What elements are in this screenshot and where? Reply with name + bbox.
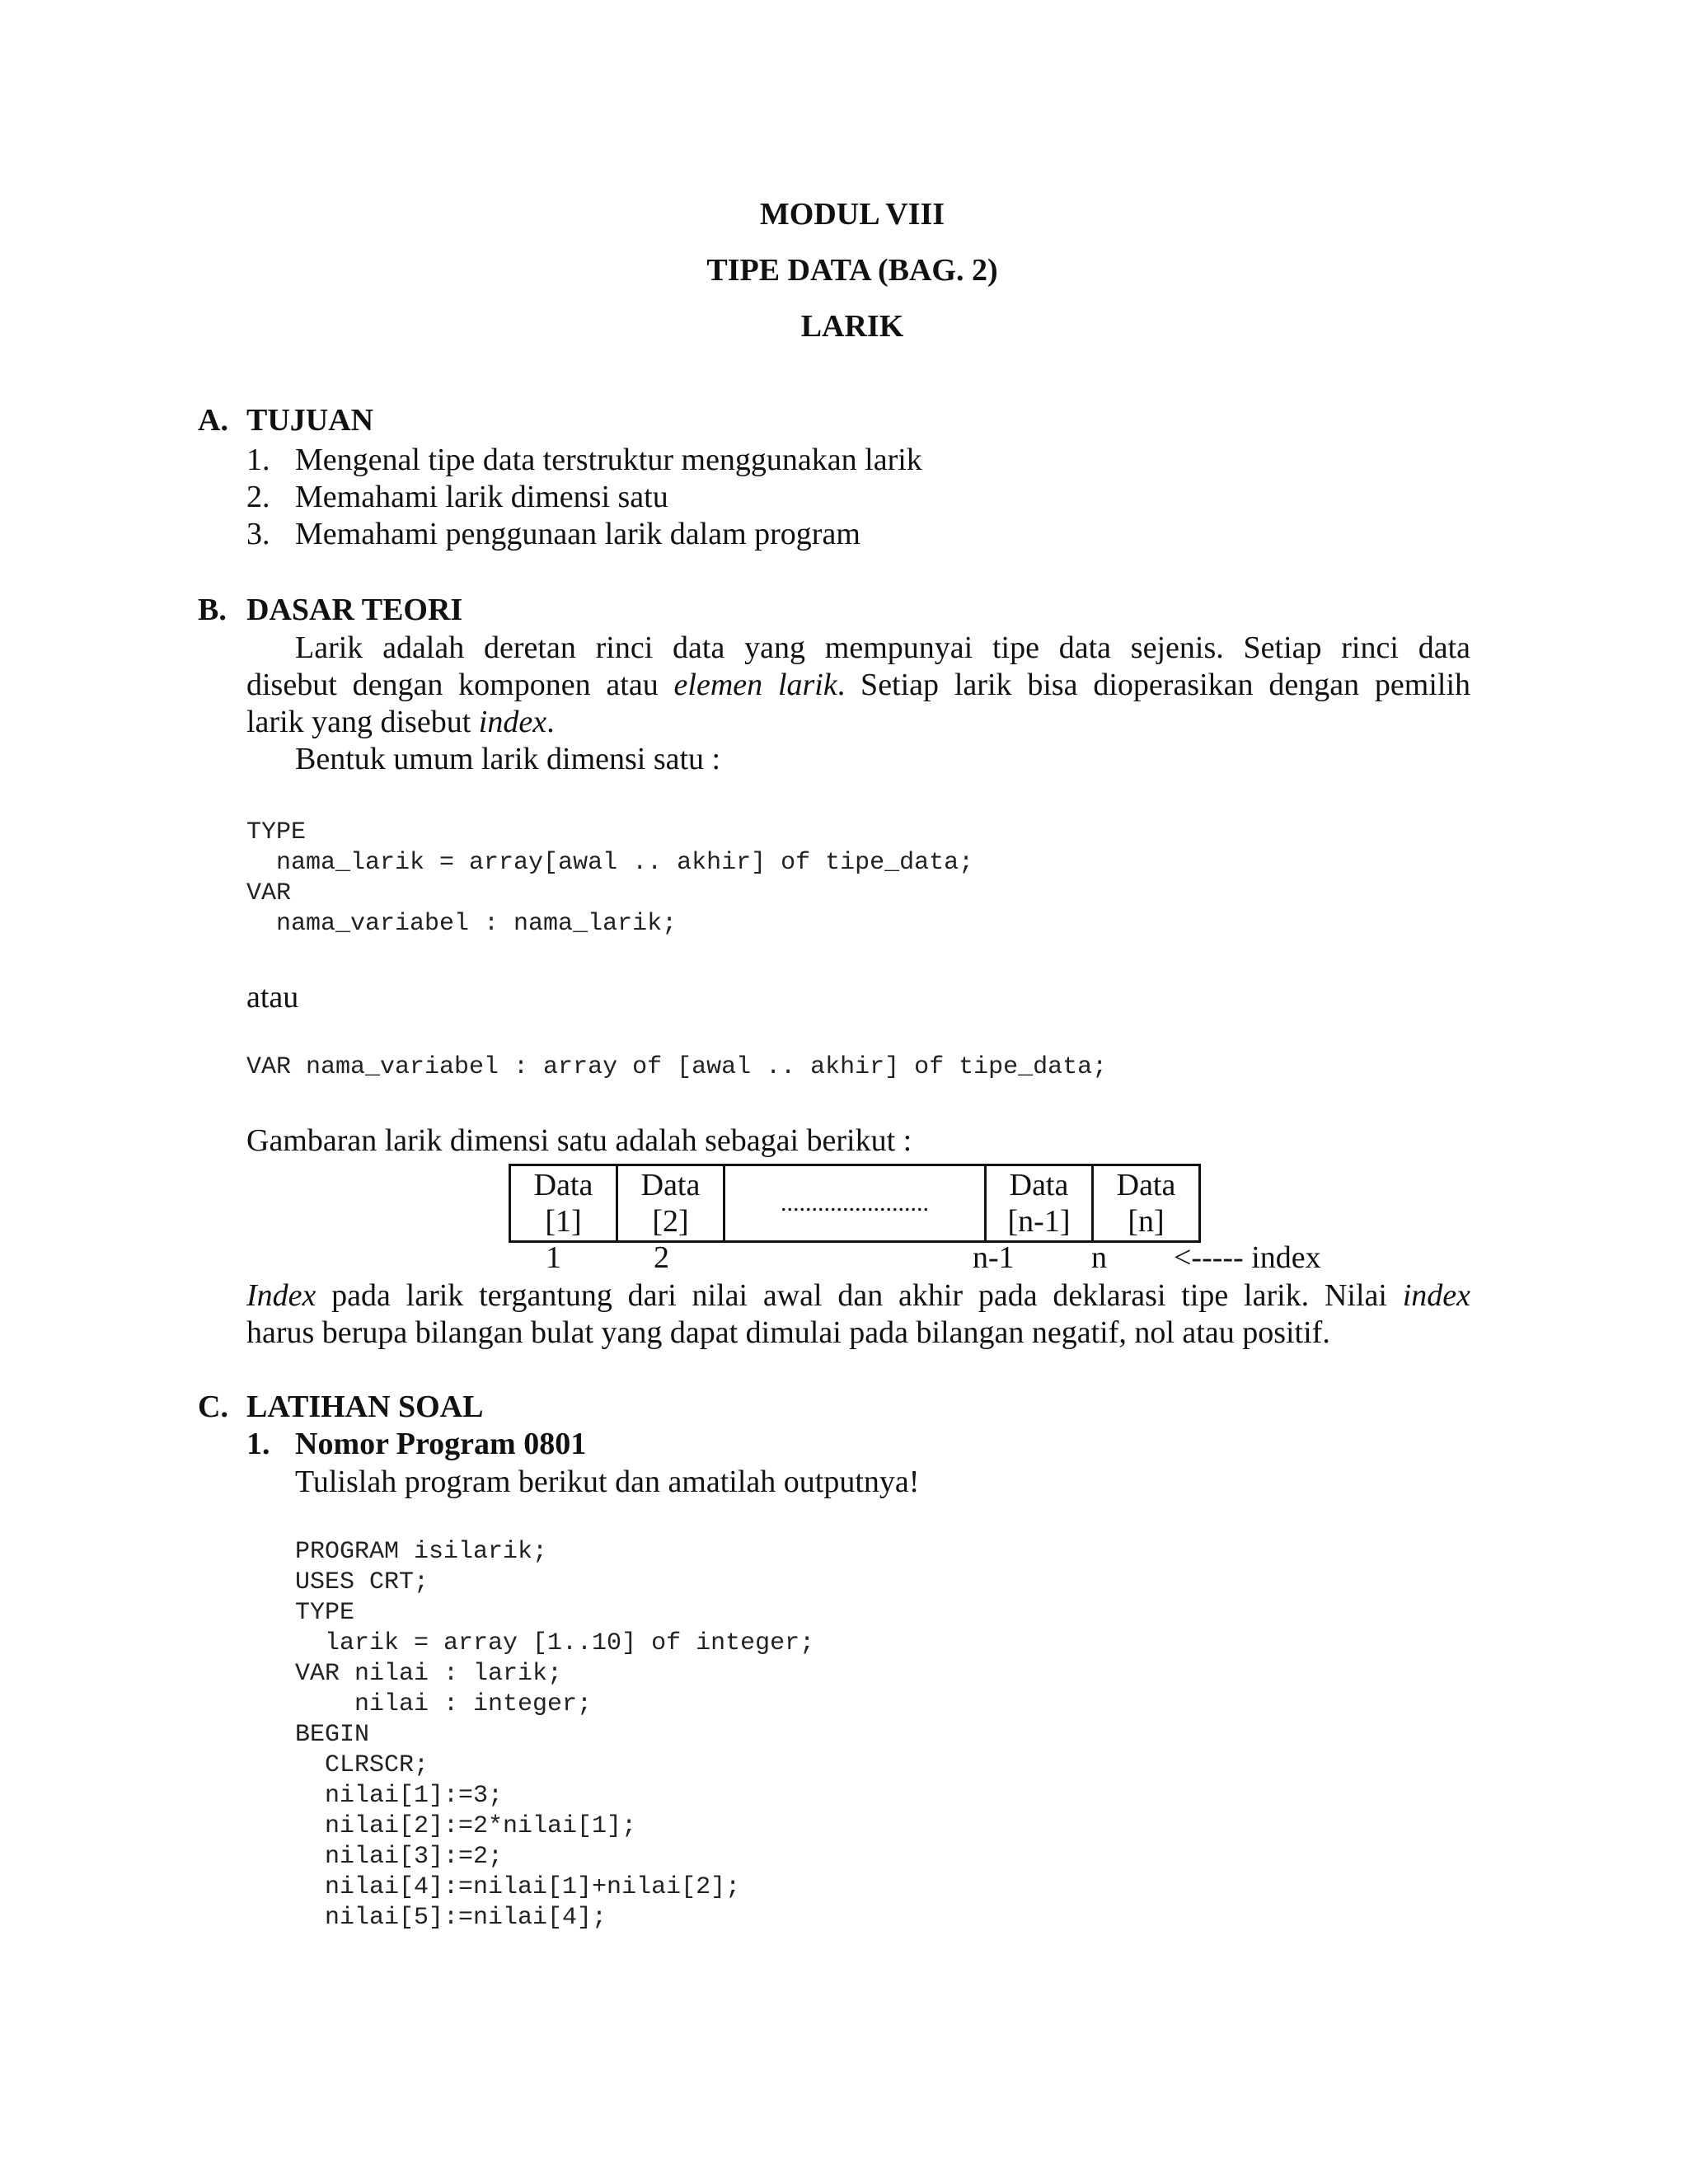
alternative-label: atau [246,980,299,1015]
code-line: VAR nama_variabel : array of [awal .. akhir] of tipe_data; [246,1053,1108,1081]
module-topic: LARIK [800,309,904,344]
index-label: <----- index [1174,1240,1321,1275]
code-line: nama_larik = array[awal .. akhir] of tipe_data; [246,849,974,877]
theory-paragraph-line: larik yang disebut index. [246,705,555,739]
section-a-heading: TUJUAN [246,403,374,438]
array-cell: Data [n-1] [986,1165,1093,1242]
module-subtitle: TIPE DATA (BAG. 2) [706,253,998,288]
code-line: larik = array [1..10] of integer; [295,1629,815,1657]
index-value: n [1091,1240,1107,1275]
code-line: BEGIN [295,1721,370,1749]
code-line: CLRSCR; [295,1751,429,1779]
code-line: nilai[5]:=nilai[4]; [295,1904,607,1932]
code-line: TYPE [246,818,307,846]
index-paragraph-line: Index pada larik tergantung dari nilai awal dan akhir pada deklarasi tipe larik. Nilai index [246,1278,1470,1313]
code-line: PROGRAM isilarik; [295,1538,548,1566]
code-line: TYPE [295,1599,355,1627]
theory-paragraph-line: Larik adalah deretan rinci data yang mempunyai tipe data sejenis. Setiap rinci data [295,630,1470,665]
code-line: nilai[4]:=nilai[1]+nilai[2]; [295,1873,741,1901]
array-cell-ellipsis: ........................ [724,1165,986,1242]
index-value: 2 [654,1240,669,1275]
list-item: Mengenal tipe data terstruktur menggunakan larik [295,443,922,477]
code-line: VAR nilai : larik; [295,1660,563,1688]
section-a-marker: A. [198,403,228,438]
list-item: Memahami larik dimensi satu [295,480,668,514]
section-b-heading: DASAR TEORI [246,593,463,627]
exercise-number: 1. [246,1427,270,1461]
array-diagram [509,1164,1201,1243]
list-item-number: 3. [246,517,270,551]
list-item: Memahami penggunaan larik dalam program [295,517,860,551]
index-value: 1 [546,1240,561,1275]
general-form-intro: Bentuk umum larik dimensi satu : [295,742,721,776]
array-cell: Data [1] [510,1165,617,1242]
theory-paragraph-line: disebut dengan komponen atau elemen larik. Setiap larik bisa dioperasikan dengan pemilih [246,668,1471,702]
section-c-marker: C. [198,1390,228,1424]
code-line: nama_variabel : nama_larik; [246,910,678,938]
index-value: n-1 [973,1240,1015,1275]
exercise-instruction: Tulislah program berikut dan amatilah outputnya! [295,1465,920,1499]
exercise-heading: Nomor Program 0801 [295,1427,587,1461]
array-cell: Data [n] [1093,1165,1200,1242]
array-cell: Data [2] [617,1165,724,1242]
list-item-number: 1. [246,443,270,477]
code-line: VAR [246,879,292,907]
code-line: nilai : integer; [295,1690,593,1718]
list-item-number: 2. [246,480,270,514]
code-line: nilai[3]:=2; [295,1843,504,1871]
code-line: nilai[1]:=3; [295,1782,504,1810]
section-c-heading: LATIHAN SOAL [246,1390,484,1424]
code-line: nilai[2]:=2*nilai[1]; [295,1812,637,1840]
code-line: USES CRT; [295,1568,429,1596]
module-title: MODUL VIII [759,197,945,232]
index-paragraph-line: harus berupa bilangan bulat yang dapat dimulai pada bilangan negatif, nol atau positif. [246,1315,1330,1350]
diagram-intro: Gambaran larik dimensi satu adalah sebagai berikut : [246,1123,912,1158]
section-b-marker: B. [198,593,227,627]
